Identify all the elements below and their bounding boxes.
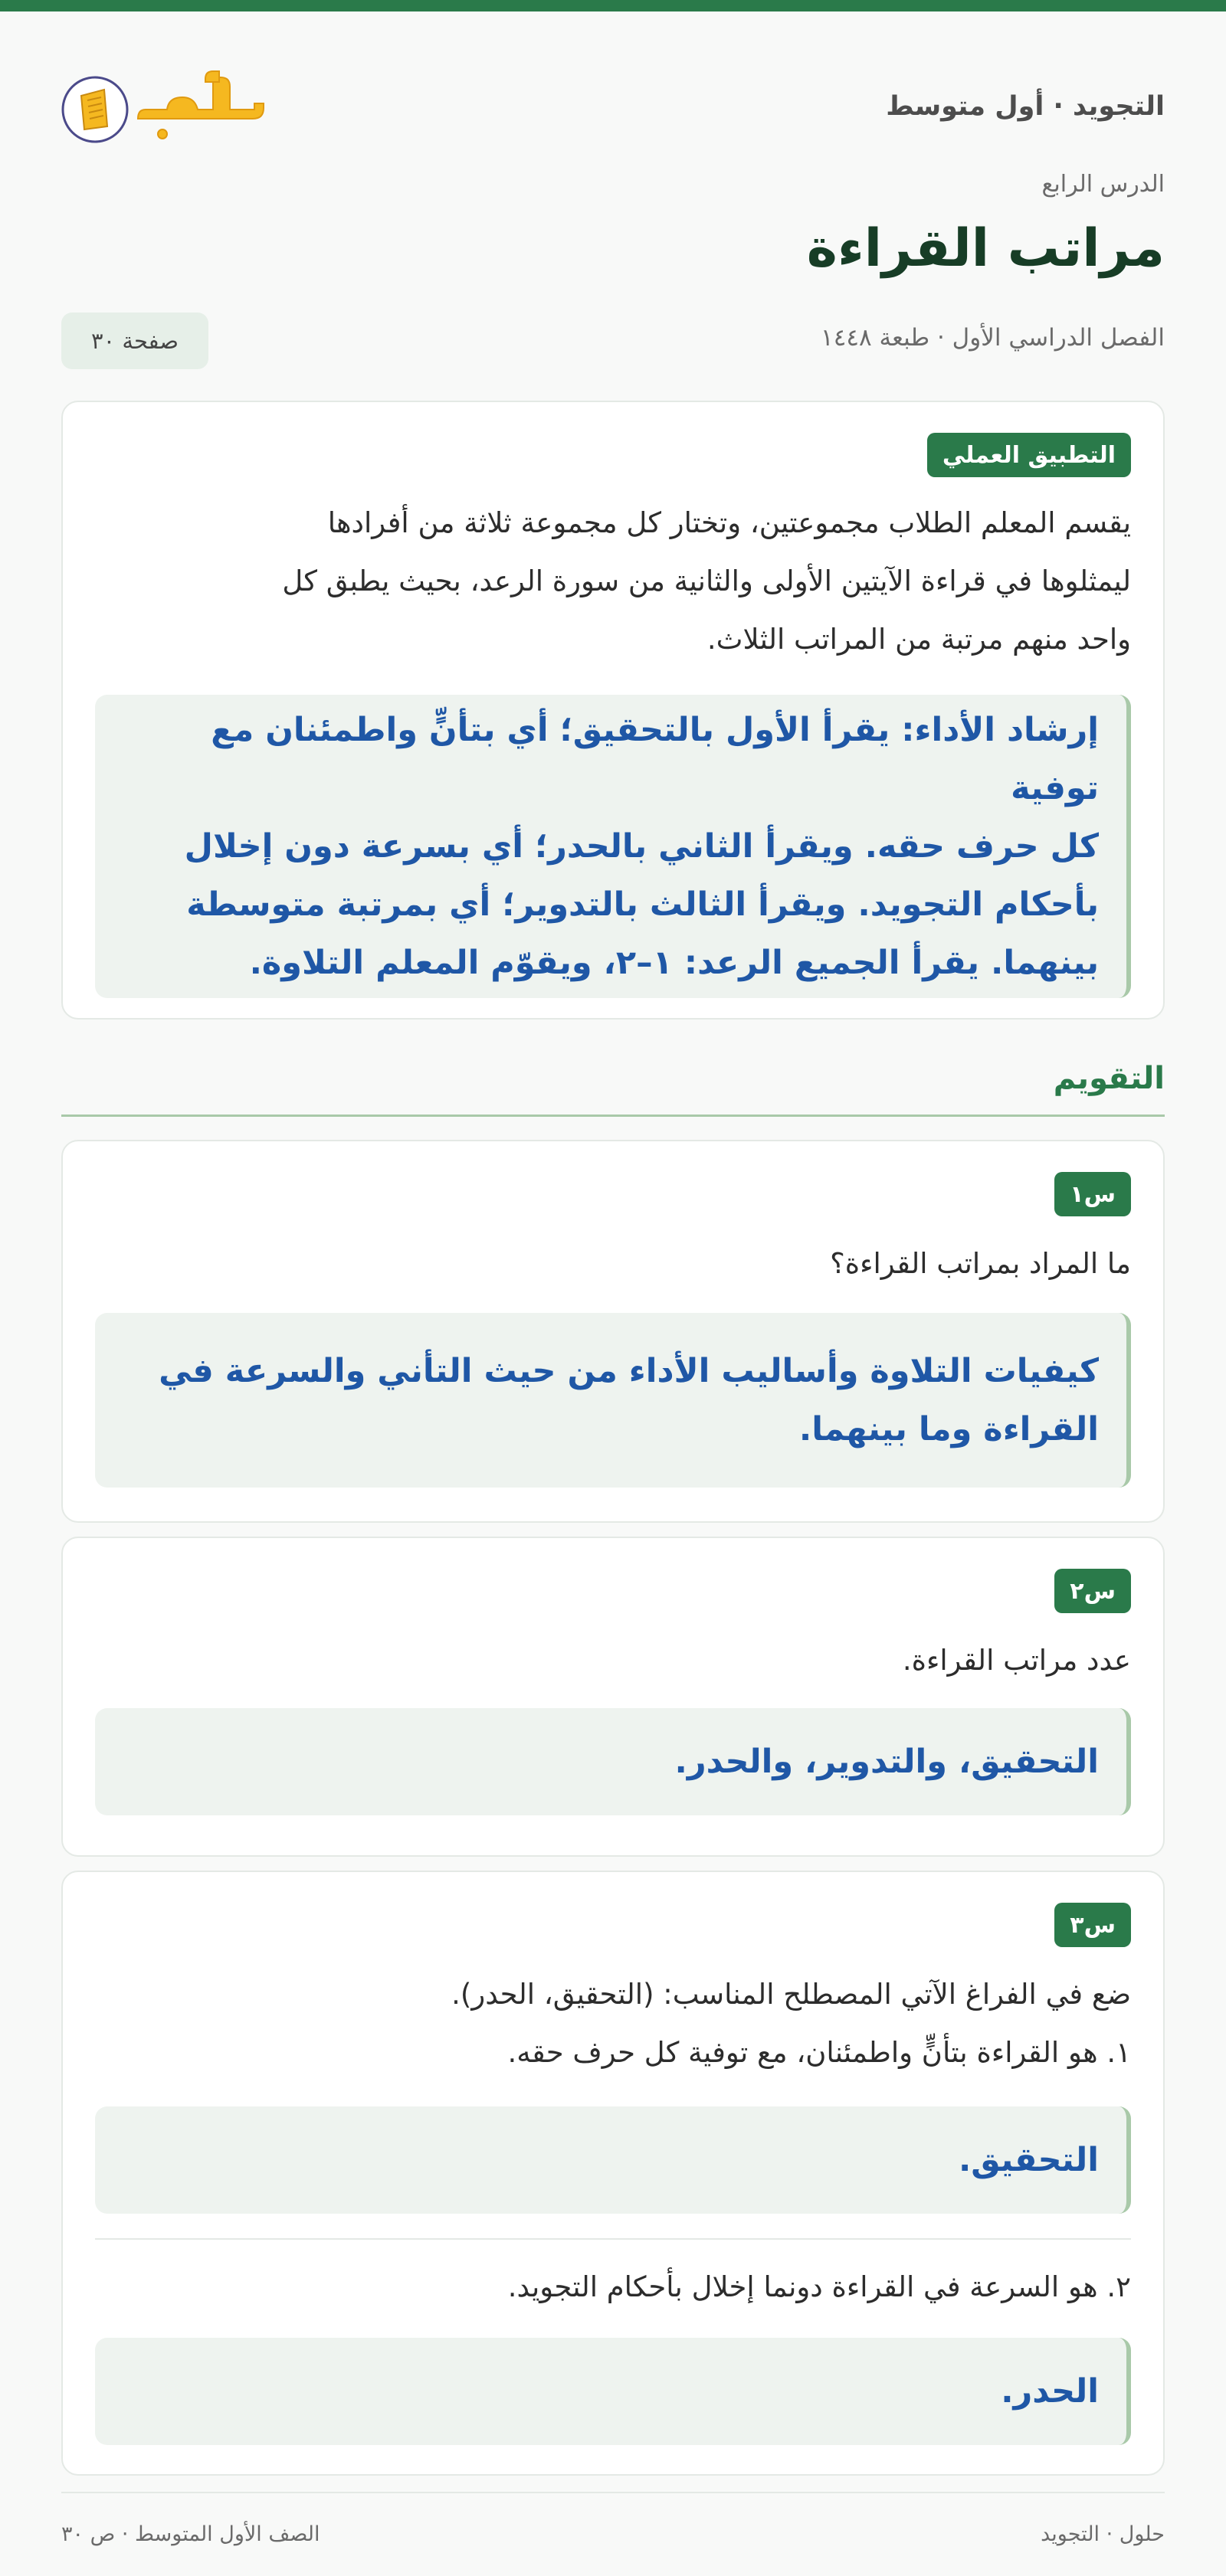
- guidance-line: بينهما. يقرأ الجميع الرعد: ١–٢، ويقوّم المعلم التلاوة.: [249, 944, 1099, 982]
- answer-line: القراءة وما بينهما.: [798, 1410, 1099, 1448]
- question-badge: س٣: [1054, 1903, 1131, 1947]
- answer-box: التحقيق، والتدوير، والحدر.: [95, 1708, 1131, 1815]
- question-text: ما المراد بمراتب القراءة؟: [830, 1247, 1131, 1280]
- footer-brand: حلول · التجويد: [1041, 2522, 1165, 2546]
- answer-box: التحقيق.: [95, 2106, 1131, 2214]
- lesson-number: الدرس الرابع: [1041, 171, 1165, 198]
- footer-page-info: الصف الأول المتوسط · ص ٣٠: [61, 2522, 320, 2546]
- lesson-title: مراتب القراءة: [806, 218, 1165, 279]
- practice-card: [61, 401, 1165, 1020]
- question-card-1: [61, 1140, 1165, 1523]
- practice-instructions: [95, 494, 1131, 669]
- guidance-line: كل حرف حقه. ويقرأ الثاني بالحدر؛ أي بسرعة دون إخلال: [184, 827, 1099, 866]
- guidance-line: بأحكام التجويد. ويقرأ الثالث بالتدوير؛ أي بمرتبة متوسطة: [186, 885, 1099, 924]
- question-card-3: [61, 1871, 1165, 2476]
- logo-icon: [61, 64, 276, 155]
- evaluation-divider: [61, 1115, 1165, 1117]
- question-text: عدد مراتب القراءة.: [902, 1644, 1131, 1677]
- guidance-box: [95, 695, 1131, 998]
- practice-line: واحد منهم مرتبة من المراتب الثلاث.: [706, 623, 1131, 656]
- hulool-logo[interactable]: [61, 64, 276, 155]
- semester-edition: الفصل الدراسي الأول · طبعة ١٤٤٨: [821, 324, 1165, 352]
- question-badge: س٢: [1054, 1569, 1131, 1613]
- fill-in-item-2: ٢. هو السرعة في القراءة دونما إخلال بأحكام التجويد.: [507, 2270, 1131, 2303]
- question-text: ضع في الفراغ الآتي المصطلح المناسب: (التحقيق، الحدر).: [451, 1978, 1131, 2011]
- guidance-line: إرشاد الأداء: يقرأ الأول بالتحقيق؛ أي بتأنٍّ واطمئنان مع توفية: [211, 711, 1099, 807]
- fill-in-item-1: ١. هو القراءة بتأنٍّ واطمئنان، مع توفية كل حرف حقه.: [507, 2036, 1131, 2069]
- answer-box: [95, 1313, 1131, 1488]
- page-number-pill: صفحة ٣٠: [61, 313, 208, 369]
- header: [61, 57, 1165, 165]
- answer-line: كيفيات التلاوة وأساليب الأداء من حيث التأني والسرعة في: [159, 1352, 1099, 1390]
- page: [61, 11, 1165, 2576]
- practice-badge: التطبيق العملي: [927, 433, 1131, 477]
- subject-title: التجويد · أول متوسط: [886, 91, 1165, 122]
- top-accent-bar: [0, 0, 1226, 11]
- practice-line: ليمثلوها في قراءة الآيتين الأولى والثانية من سورة الرعد، بحيث يطبق كل: [282, 565, 1131, 597]
- question-badge: س١: [1054, 1172, 1131, 1216]
- evaluation-heading: التقويم: [1053, 1061, 1165, 1096]
- practice-line: يقسم المعلم الطلاب مجموعتين، وتختار كل مجموعة ثلاثة من أفرادها: [327, 506, 1131, 539]
- item-divider: [95, 2238, 1131, 2240]
- answer-box: الحدر.: [95, 2338, 1131, 2445]
- footer-divider: [61, 2492, 1165, 2493]
- question-card-2: [61, 1537, 1165, 1857]
